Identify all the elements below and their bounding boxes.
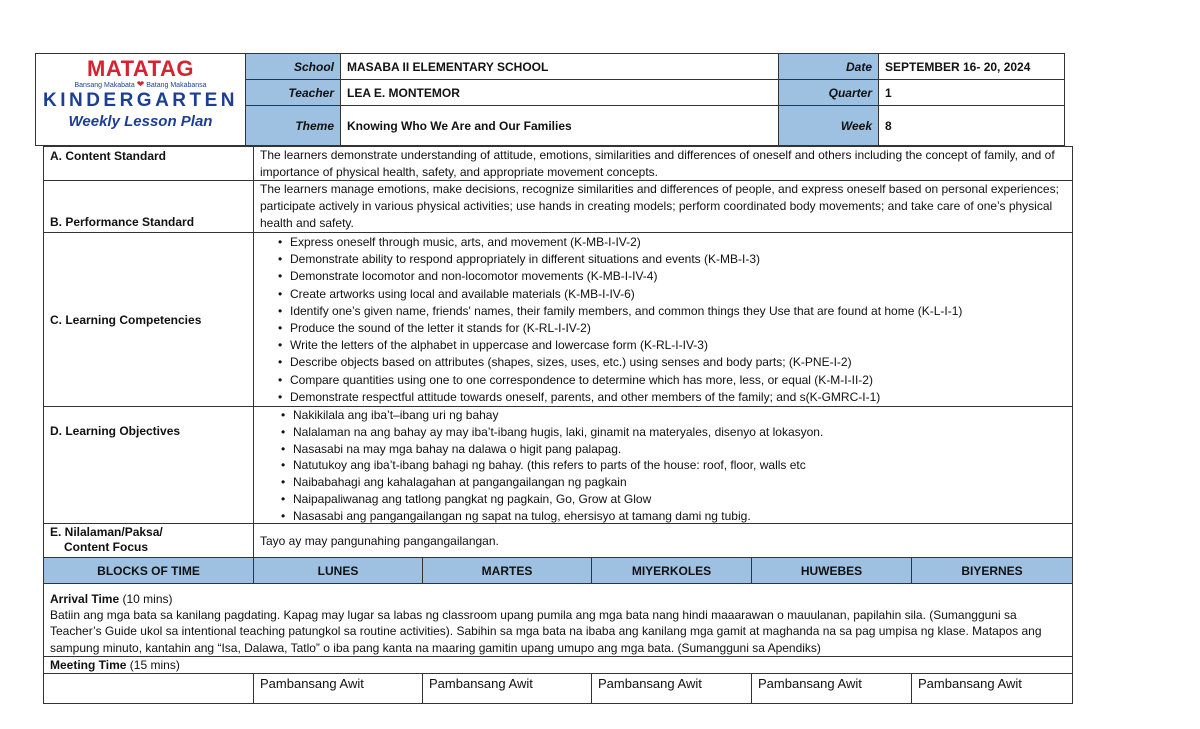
content-focus-label [43,523,254,558]
teacher-label: Teacher [245,79,341,106]
learning-competencies-label [43,232,254,407]
meeting-activity-biyernes: Pambansang Awit [911,673,1073,704]
performance-standard-label-text: B. Performance Standard [50,215,195,229]
day-header-huwebes: HUWEBES [751,557,912,584]
learning-competencies-label-text: C. Learning Competencies [50,312,202,327]
week-label: Week [778,105,879,146]
tagline-right: Batang Makabansa [146,82,207,89]
meeting-activity-huwebes: Pambansang Awit [751,673,912,704]
meeting-duration: (15 mins) [126,658,180,672]
list-item: • Demonstrate ability to respond appropriately in different situations and events (K-MB-I-3) [290,251,1072,268]
content-focus-label-line2: Content Focus [64,540,148,554]
list-item: • Describe objects based on attributes (shapes, sizes, uses, etc.) using senses and body parts; (K-PNE-I-2) [290,354,1072,371]
theme-label: Theme [245,105,341,146]
week-value: 8 [878,105,1065,146]
logo-tagline [36,79,245,89]
content-focus-text [253,523,1073,558]
content-standard-label: A. Content Standard [43,146,254,181]
content-standard-text: The learners demonstrate understanding of attitude, emotions, similarities and differences of oneself and others including the concept of family, and of importance of physical health, safety, and appropriate movement concepts. [253,146,1073,181]
list-item: • Nasasabi na may mga bahay na dalawa o higit pang palapag. [293,441,1072,458]
matatag-logo [36,56,245,80]
list-item: • Nakikilala ang iba’t–ibang uri ng bahay [293,407,1072,424]
performance-standard-text: The learners manage emotions, make decisions, recognize similarities and differences of people, and express oneself based on personal experiences; participate actively in various physical activities; use hands in creating models; perform coordinated body movements; and take care of one’s physical health and safety. [253,180,1073,233]
learning-competencies-box [253,232,1073,407]
content-focus-value: Tayo ay may pangunahing pangangailangan. [260,533,499,548]
date-label: Date [778,53,879,80]
arrival-instructions: Batiin ang mga bata sa kanilang pagdating. Kapag may lugar sa labas ng classroom upang pumila ang mga bata nang hindi maaarawan o mauulanan, papilahin sila. (Sumangguni sa Teacher’s Guide ukol sa intentional teaching patungkol sa routine activities). Sabihin sa mga bata na ibaba ang kanilang mga gamit at maghanda na sa pag umpisa ng klase. Matapos ang sampung minuto, kantahin ang “Isa, Dalawa, Tatlo” o iba pang kanta na maaring gamitin upang umupo ang mga bata. (Sumangguni sa Apendiks) [50,608,1042,655]
content-focus-label-line1: E. Nilalaman/Paksa/ [50,525,163,539]
list-item: • Compare quantities using one to one correspondence to determine which has more, less, or equal (K-M-I-II-2) [290,372,1072,389]
list-item: • Demonstrate locomotor and non-locomotor movements (K-MB-I-IV-4) [290,268,1072,285]
blocks-of-time-header: BLOCKS OF TIME [43,557,254,584]
list-item: • Demonstrate respectful attitude towards oneself, parents, and other members of the family; and s(K-GMRC-I-1) [290,389,1072,406]
arrival-duration: (10 mins) [119,592,173,606]
objective-list [254,407,1072,525]
list-item: • Write the letters of the alphabet in uppercase and lowercase form (K-RL-I-IV-3) [290,337,1072,354]
arrival-title: Arrival Time [50,592,120,606]
arrival-time-title [50,591,1066,607]
arrival-time-block [43,583,1073,657]
day-header-lunes: LUNES [253,557,423,584]
day-header-biyernes: BIYERNES [911,557,1073,584]
brand-box [35,53,246,146]
list-item: • Natutukoy ang iba’t-ibang bahagi ng bahay. (this refers to parts of the house: roof, floor, walls etc [293,457,1072,474]
meeting-blank-cell [43,673,254,704]
meeting-activity-lunes: Pambansang Awit [253,673,423,704]
learning-objectives-box [253,406,1073,524]
school-label: School [245,53,341,80]
list-item: • Nasasabi ang pangangailangan ng sapat na tulog, ehersisyo at tamang dami ng tubig. [293,508,1072,525]
quarter-label: Quarter [778,79,879,106]
program-title: KINDERGARTEN [42,90,239,111]
meeting-title: Meeting Time [50,658,127,672]
day-header-miyerkoles: MIYERKOLES [591,557,752,584]
list-item: • Naipapaliwanag ang tatlong pangkat ng pagkain, Go, Grow at Glow [293,491,1072,508]
meeting-time-block [43,656,1073,674]
tagline-left: Bansang Makabata [74,82,135,89]
performance-standard-label [43,180,254,233]
meeting-activity-miyerkoles: Pambansang Awit [591,673,752,704]
meeting-activity-martes: Pambansang Awit [422,673,592,704]
list-item: • Create artworks using local and available materials (K-MB-I-IV-6) [290,286,1072,303]
list-item: • Identify one’s given name, friends' names, their family members, and common things they Use that are found at home (K-L-I-1) [290,303,1072,320]
list-item: • Express oneself through music, arts, and movement (K-MB-I-IV-2) [290,234,1072,251]
school-value: MASABA II ELEMENTARY SCHOOL [340,53,779,80]
list-item: • Nalalaman na ang bahay ay may iba’t-ibang hugis, laki, ginamit na materyales, disenyo at lokasyon. [293,424,1072,441]
day-header-martes: MARTES [422,557,592,584]
theme-value: Knowing Who We Are and Our Families [340,105,779,146]
list-item: • Produce the sound of the letter it stands for (K-RL-I-IV-2) [290,320,1072,337]
learning-objectives-label-text: D. Learning Objectives [50,424,181,438]
competency-list [254,234,1072,406]
quarter-value: 1 [878,79,1065,106]
list-item: • Naibabahagi ang kahalagahan at pangangailangan ng pagkain [293,474,1072,491]
date-value: SEPTEMBER 16- 20, 2024 [878,53,1065,80]
learning-objectives-label [43,406,254,524]
plan-type: Weekly Lesson Plan [68,113,213,130]
teacher-value: LEA E. MONTEMOR [340,79,779,106]
heart-icon: ❤ [136,79,145,89]
logo-text: MATATAG [87,56,194,81]
